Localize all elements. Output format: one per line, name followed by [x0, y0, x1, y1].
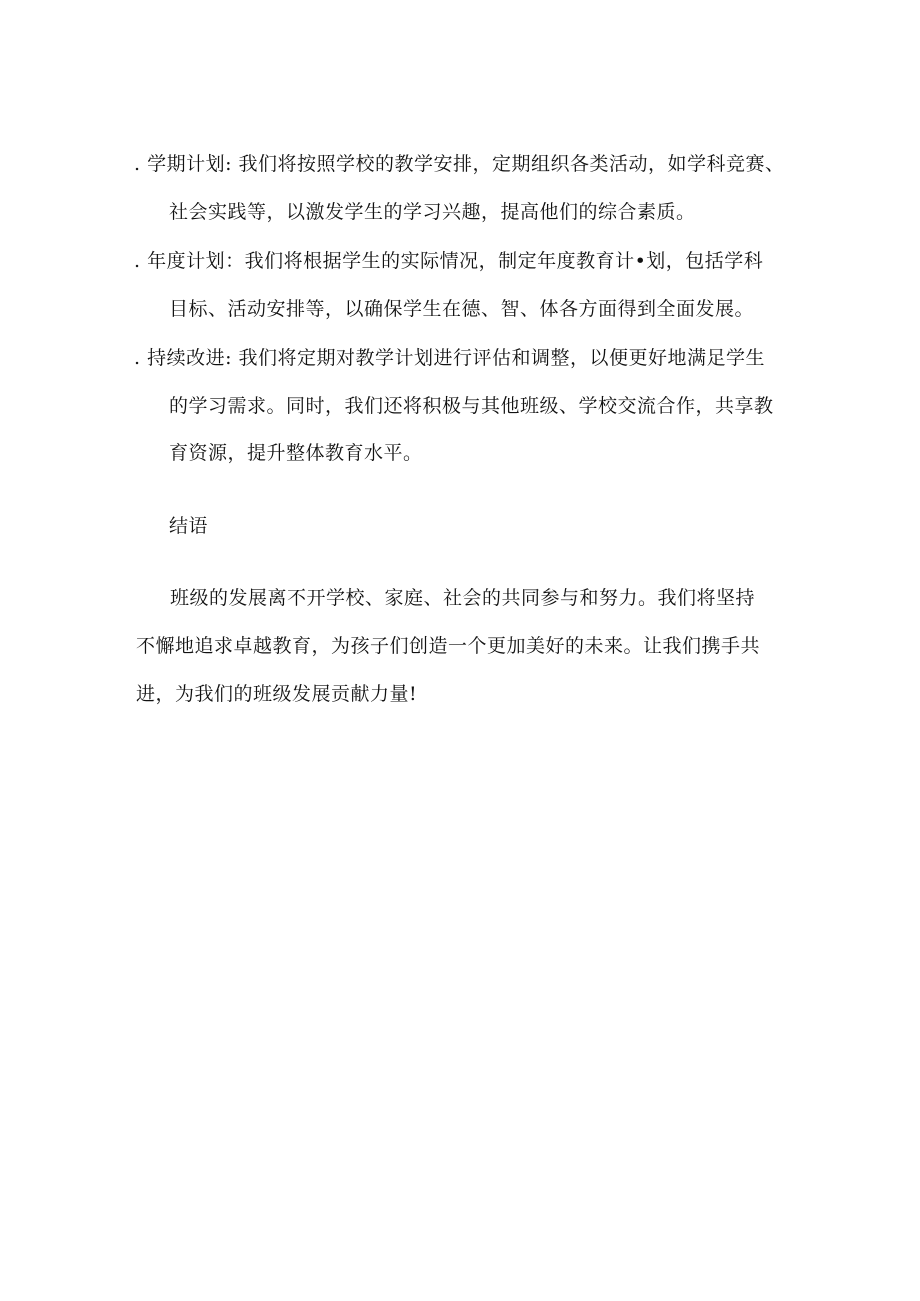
- conclusion-paragraph-line-1: 班级的发展离不开学校、家庭、社会的共同参与和努力。我们将坚持: [170, 587, 756, 609]
- conclusion-heading: 结语: [169, 515, 209, 537]
- conclusion-paragraph-line-3: 进，为我们的班级发展贡献力量!: [136, 683, 418, 705]
- item-continuous-improvement-line-2: 的学习需求。同时，我们还将积极与其他班级、学校交流合作，共享教: [169, 395, 774, 417]
- item-annual-plan-line-1: . 年度计划：我们将根据学生的实际情况，制定年度教育计•划，包括学科: [134, 250, 764, 272]
- item-continuous-improvement-line-3: 育资源，提升整体教育水平。: [169, 442, 423, 464]
- item-continuous-improvement-line-1: . 持续改进: 我们将定期对教学计划进行评估和调整，以便更好地满足学生: [134, 347, 766, 369]
- item-semester-plan-line-2: 社会实践等，以激发学生的学习兴趣，提高他们的综合素质。: [169, 201, 696, 223]
- item-annual-plan-line-2: 目标、活动安排等，以确保学生在德、智、体各方面得到全面发展。: [169, 298, 755, 320]
- item-semester-plan-line-1: . 学期计划: 我们将按照学校的教学安排，定期组织各类活动，如学科竞赛、: [134, 153, 785, 175]
- conclusion-paragraph-line-2: 不懈地追求卓越教育，为孩子们创造一个更加美好的未来。让我们携手共: [136, 635, 761, 657]
